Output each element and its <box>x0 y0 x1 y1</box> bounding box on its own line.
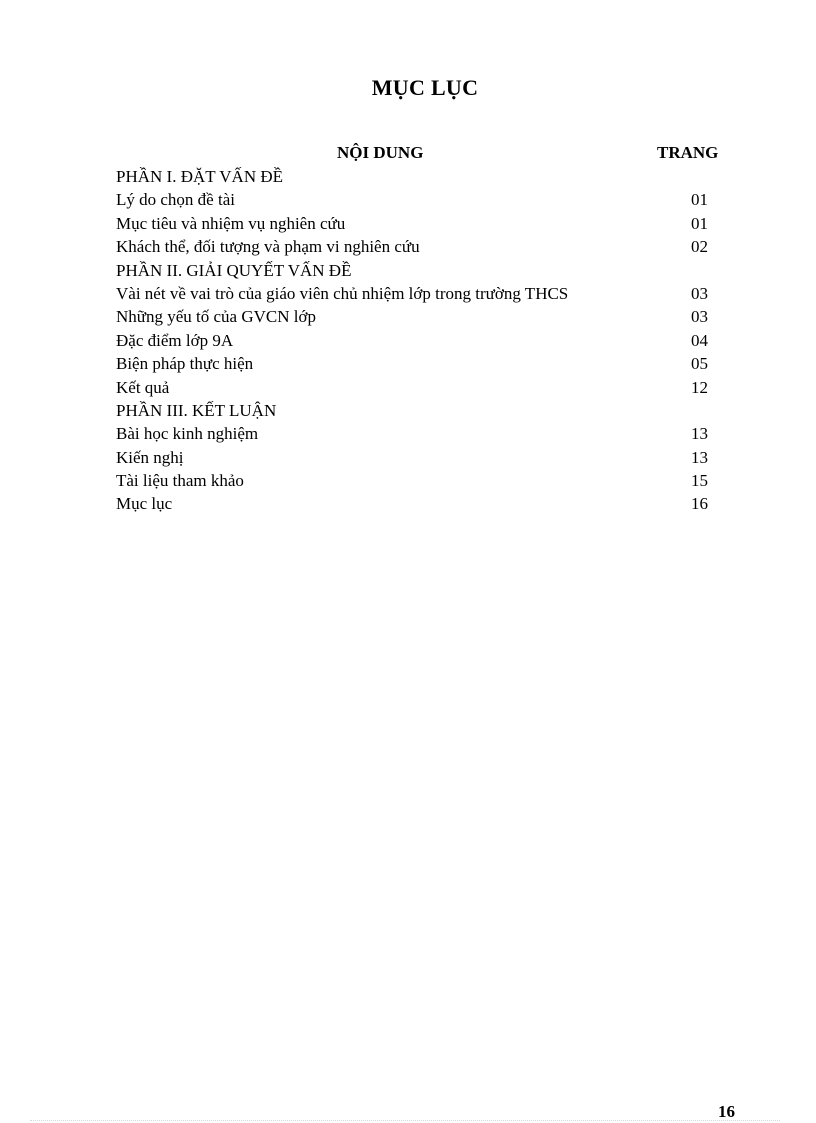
toc-entry <box>116 235 716 258</box>
toc-entry <box>116 376 716 399</box>
toc-entry-label: Khách thể, đối tượng và phạm vi nghiên cứu <box>116 237 420 257</box>
toc-entry-label: PHẦN III. KẾT LUẬN <box>116 400 277 420</box>
toc-section-heading <box>116 399 716 422</box>
toc-entry-label: Mục lục <box>116 494 173 514</box>
toc-entry-page: 01 <box>691 213 708 233</box>
toc-entry-label: Tài liệu tham khảo <box>116 471 244 491</box>
toc-section-heading <box>116 165 716 188</box>
toc-entry <box>116 188 716 211</box>
toc-entry-page: 03 <box>691 283 708 303</box>
toc-entry-label: Mục tiêu và nhiệm vụ nghiên cứu <box>116 213 346 233</box>
toc-entry <box>116 422 716 445</box>
toc-entry-label: Những yếu tố của GVCN lớp <box>116 307 316 327</box>
toc-entry-page: 05 <box>691 354 708 374</box>
toc-entry-label: Kiến nghị <box>116 447 184 467</box>
toc-entry-label: Biện pháp thực hiện <box>116 354 254 374</box>
toc-entry-page: 02 <box>691 237 708 257</box>
toc-header-page: TRANG <box>657 143 719 162</box>
toc-entry-label: Lý do chọn đề tài <box>116 190 235 210</box>
toc-entry-page: 03 <box>691 307 708 327</box>
toc-entry <box>116 492 716 515</box>
toc-entry <box>116 212 716 235</box>
toc-entry-page: 12 <box>691 377 708 397</box>
toc-entry <box>116 305 716 328</box>
toc-entry-page: 13 <box>691 424 708 444</box>
footer-divider <box>30 1120 780 1121</box>
toc-entry <box>116 352 716 375</box>
toc-entry <box>116 329 716 352</box>
table-of-contents <box>116 165 716 516</box>
toc-entry-page: 04 <box>691 330 708 350</box>
toc-entry <box>116 446 716 469</box>
toc-entry-label: Bài học kinh nghiệm <box>116 424 259 444</box>
toc-entry-label: Vài nét về vai trò của giáo viên chủ nhiệm lớp trong trường THCS <box>116 283 569 303</box>
toc-entry-page: 16 <box>691 494 708 514</box>
toc-entry-label: Kết quả <box>116 377 170 397</box>
page-title: MỤC LỤC <box>371 75 479 100</box>
toc-entry-page: 13 <box>691 447 708 467</box>
toc-header-content: NỘI DUNG <box>337 143 424 162</box>
toc-section-heading <box>116 259 716 282</box>
toc-entry-label: PHẦN II. GIẢI QUYẾT VẤN ĐỀ <box>116 260 352 280</box>
toc-entry-page: 15 <box>691 471 708 491</box>
page-number: 16 <box>718 1102 735 1121</box>
toc-entry-page: 01 <box>691 190 708 210</box>
toc-entry-label: Đặc điểm lớp 9A <box>116 330 234 350</box>
toc-entry <box>116 282 716 305</box>
toc-entry-label: PHẦN I. ĐẶT VẤN ĐỀ <box>116 167 284 186</box>
toc-entry <box>116 469 716 492</box>
